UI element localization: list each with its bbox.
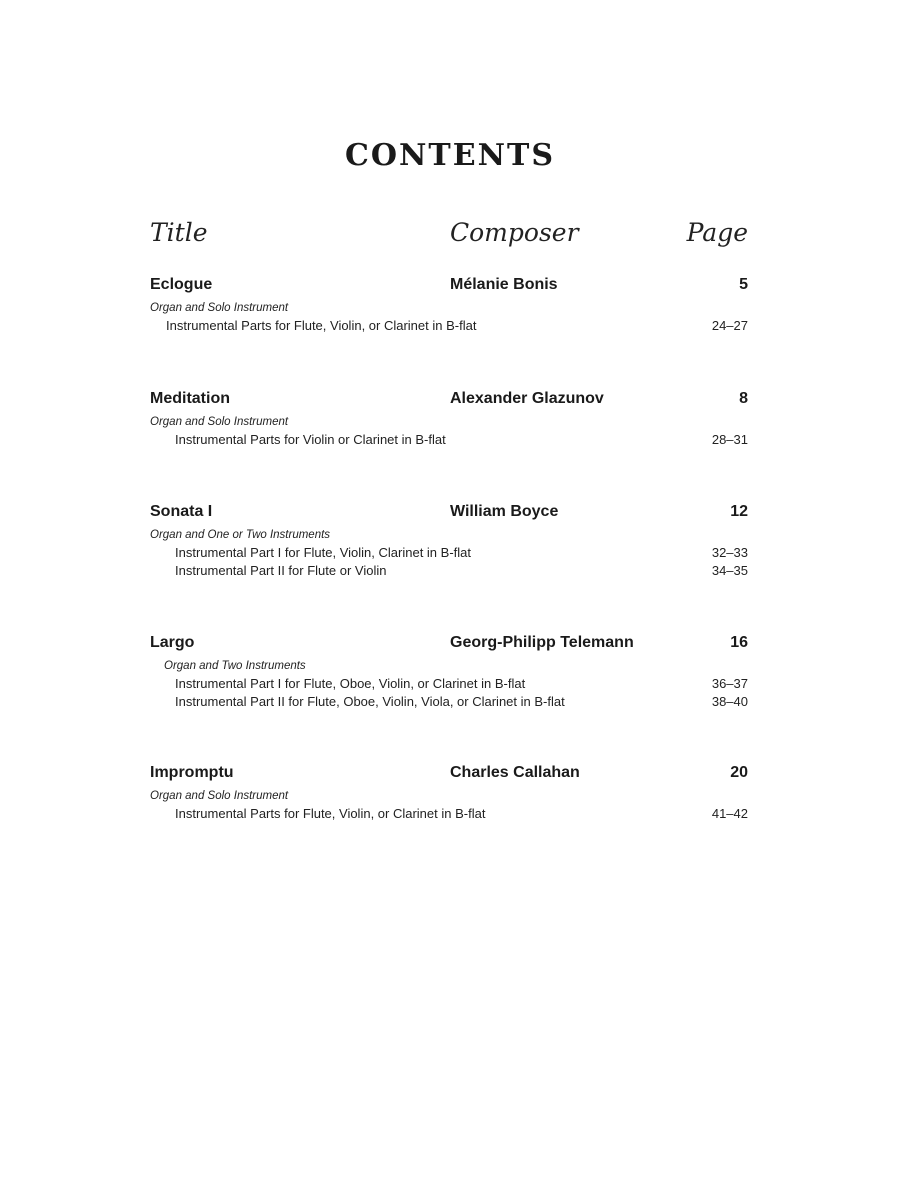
entry-part-pages: 38–40 [711, 694, 748, 709]
entry-part: Instrumental Parts for Flute, Violin, or Clarinet in B-flat [175, 806, 486, 821]
entry-title: Meditation [150, 390, 230, 407]
entry-page: 8 [739, 390, 748, 407]
entry-composer: Mélanie Bonis [450, 276, 558, 293]
entry-composer: Charles Callahan [450, 764, 580, 781]
entry-part: Instrumental Part II for Flute or Violin [175, 563, 387, 578]
entry-page: 12 [730, 503, 748, 520]
column-header-title: Title [150, 218, 208, 247]
entry-page: 20 [730, 764, 748, 781]
entry-part: Instrumental Parts for Violin or Clarinet in B-flat [175, 432, 446, 447]
entry-part-pages: 32–33 [711, 545, 748, 560]
entry-scoring: Organ and One or Two Instruments [150, 529, 331, 541]
entry-composer: Alexander Glazunov [450, 390, 604, 407]
entry-composer: Georg-Philipp Telemann [450, 634, 634, 651]
toc-entry-meditation [0, 390, 900, 450]
entry-page: 16 [730, 634, 748, 651]
column-header-page: Page [686, 218, 748, 247]
entry-title: Eclogue [150, 276, 213, 293]
entry-part-pages: 41–42 [711, 806, 748, 821]
entry-part-pages: 36–37 [711, 676, 748, 691]
entry-part-pages: 28–31 [711, 432, 748, 447]
entry-title: Largo [150, 634, 195, 651]
entry-title: Sonata I [150, 503, 213, 520]
entry-scoring: Organ and Solo Instrument [150, 790, 289, 802]
entry-scoring: Organ and Solo Instrument [150, 302, 289, 314]
entry-page: 5 [739, 276, 748, 293]
entry-part: Instrumental Part II for Flute, Oboe, Violin, Viola, or Clarinet in B-flat [175, 694, 565, 709]
entry-part-pages: 24–27 [711, 318, 748, 333]
entry-part-pages: 34–35 [711, 563, 748, 578]
toc-entry-sonata-i [0, 503, 900, 581]
column-header-composer: Composer [450, 218, 579, 247]
toc-entry-impromptu [0, 764, 900, 824]
page-title: CONTENTS [344, 138, 556, 173]
toc-entry-largo [0, 634, 900, 712]
entry-scoring: Organ and Solo Instrument [150, 416, 289, 428]
entry-part: Instrumental Parts for Flute, Violin, or Clarinet in B-flat [166, 318, 477, 333]
entry-scoring: Organ and Two Instruments [164, 660, 306, 672]
entry-part: Instrumental Part I for Flute, Oboe, Violin, or Clarinet in B-flat [175, 676, 526, 691]
toc-entry-eclogue [0, 276, 900, 336]
entry-composer: William Boyce [450, 503, 559, 520]
entry-title: Impromptu [150, 764, 234, 781]
entry-part: Instrumental Part I for Flute, Violin, Clarinet in B-flat [175, 545, 471, 560]
